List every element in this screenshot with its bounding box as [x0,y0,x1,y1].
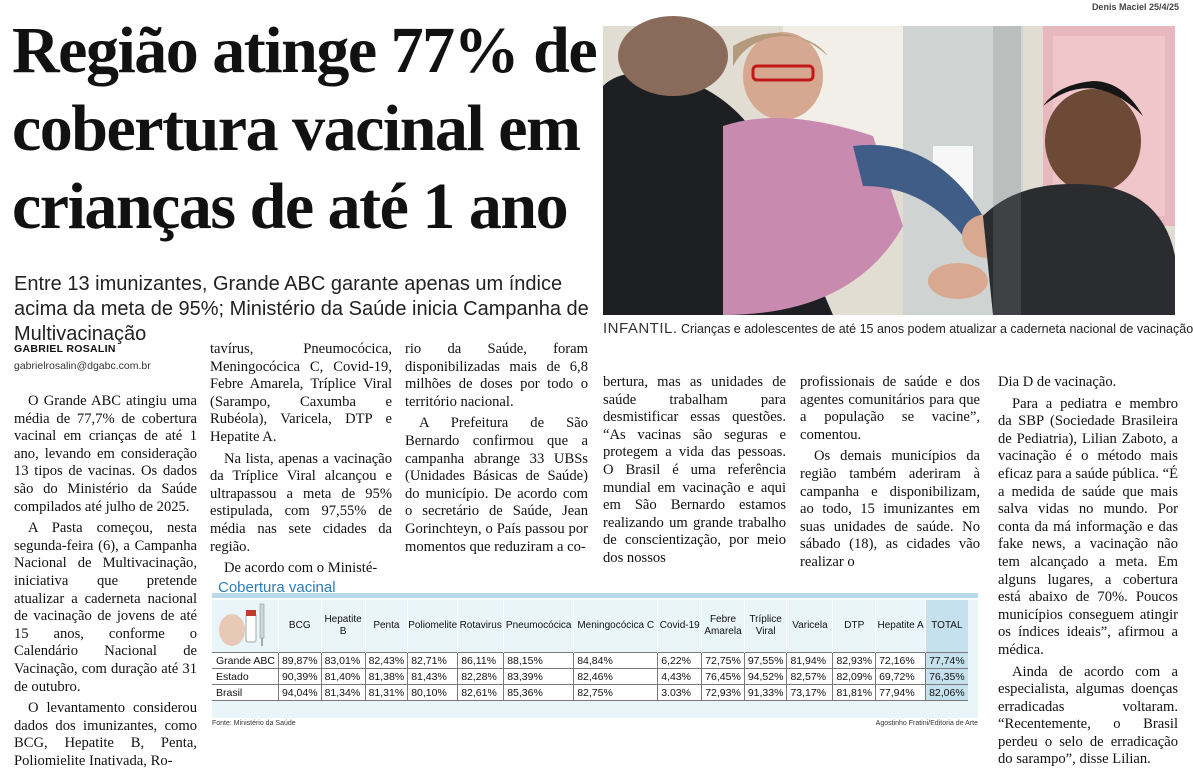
caption-text: Crianças e adolescentes de até 15 anos podem atualizar a caderneta nacional de vacinação [681,322,1193,336]
table-column-header: Febre Amarela [702,600,745,653]
body-column-5 [800,374,980,576]
table-wrap [212,600,978,718]
table-column-header: Hepatite A [876,600,926,653]
table-cell: 90,39% [278,669,321,685]
table-cell: 72,75% [702,653,745,669]
table-cell: 76,45% [702,669,745,685]
caption-tag: INFANTIL. [603,320,678,337]
news-photo [603,26,1175,315]
table-cell: 82,57% [787,669,833,685]
byline: GABRIEL ROSALIN [14,343,116,355]
table-cell: 82,09% [833,669,876,685]
table-cell: 82,43% [365,653,408,669]
table-title: Cobertura vacinal [212,578,978,598]
table-column-header: Meningocócica C [574,600,658,653]
coverage-table [212,600,968,701]
photo-caption [603,320,1193,337]
table-cell: 88,15% [504,653,574,669]
table-cell: 69,72% [876,669,926,685]
body-column-3 [405,341,588,560]
paragraph: Ainda de acordo com a especialista, algumas doenças erradicadas voltaram. “Recentemente, o Brasil perdeu o selo de erradicação do sarampo”, disse Lilian. [998,663,1178,768]
table-cell: 81,43% [408,669,458,685]
table-cell: 82,61% [458,685,504,701]
paragraph: Na lista, apenas a vacinação da Tríplice Viral alcançou e ultrapassou a meta de 95% estipulada, com 97,55% de média nas sete cidades da região. [210,450,392,555]
paragraph: De acordo com o Ministé- [224,560,378,577]
headline: Região atinge 77% de cobertura vacinal em crianças de até 1 ano [12,14,597,243]
table-cell: 73,17% [787,685,833,701]
table-cell: 3.03% [658,685,702,701]
paragraph: A Prefeitura de São Bernardo confirmou que a campanha abrange 33 UBSs (Unidades Básicas de Saúde) do município. De acordo com o secretário de Saúde, Jean Gorinchteyn, o País passou por momentos que reduziram a co- [405,415,588,555]
table-cell: 83,01% [321,653,365,669]
paragraph: Os demais municípios da região também aderiram à campanha e disponibilizam, ao todo, 15 imunizantes em suas unidades de saúde. No sábado (18), as cidades vão realizar o [800,448,980,570]
table-cell: 82,93% [833,653,876,669]
paragraph: A Pasta começou, nesta segunda-feira (6), a Campanha Nacional de Multivacinação, iniciativa que pretende atualizar a caderneta nacional de vacinação de jovens de até 15 anos, conforme o Calendário Nacional de Vacinação, com duração até 31 de outubro. [14,520,197,695]
table-cell: 72,16% [876,653,926,669]
table-cell: 6,22% [658,653,702,669]
body-column-4 [603,374,786,572]
table-cell: 94,52% [744,669,787,685]
table-cell: 81,94% [787,653,833,669]
table-row-label: Grande ABC [212,653,278,669]
table-cell: 80,10% [408,685,458,701]
table-row [212,685,968,701]
art-credit: Agostinho Fratini/Editoria de Arte [875,720,978,727]
table-row-label: Estado [212,669,278,685]
table-cell: 97,55% [744,653,787,669]
table-cell: 81,81% [833,685,876,701]
table-row-label: Brasil [212,685,278,701]
table-cell: 72,93% [702,685,745,701]
table-row [212,653,968,669]
body-column-2 [210,341,392,582]
table-cell: 86,11% [458,653,504,669]
table-source: Fonte: Ministério da Saúde [212,720,296,727]
table-cell: 94,04% [278,685,321,701]
body-column-1 [14,393,197,774]
table-column-header: Poliomelite [408,600,458,653]
table-cell: 81,38% [365,669,408,685]
table-cell: 84,84% [574,653,658,669]
paragraph: Dia D de vacinação. [998,374,1117,390]
table-column-header: DTP [833,600,876,653]
table-cell: 81,34% [321,685,365,701]
table-column-header: BCG [278,600,321,653]
table-cell: 77,74% [926,653,968,669]
syringe-vial-icon [216,600,274,648]
table-column-header: Hepatite B [321,600,365,653]
table-row [212,669,968,685]
table-cell: 82,75% [574,685,658,701]
paragraph: Para a pediatra e membro da SBP (Sociedade Brasileira de Pediatria), Lilian Zaboto, a vacinação é o método mais eficaz para a saúde pública. “É a medida de saúde que mais salva vidas no mundo. Por conta da má informação e das fake news, a vacinação não tem alcançado a meta. Em alguns lugares, a cobertura está abaixo de 70%. Poucos municípios conseguem atingir os índices ideais”, afirmou a médica. [998,395,1178,658]
paragraph: O levantamento considerou dados dos imunizantes, como BCG, Hepatite B, Penta, Poliomielite Inativada, Ro- [14,700,197,769]
table-column-header: Rotavirus [458,600,504,653]
table-cell: 82,71% [408,653,458,669]
table-cell: 81,40% [321,669,365,685]
table-cell: 89,87% [278,653,321,669]
table-cell: 81,31% [365,685,408,701]
table-cell: 4,43% [658,669,702,685]
table-cell: 77,94% [876,685,926,701]
paragraph: profissionais de saúde e dos agentes comunitários para que a população se vacine”, comentou. [800,374,980,443]
table-cell: 91,33% [744,685,787,701]
photo-credit: Denis Maciel 25/4/25 [1091,2,1179,12]
table-cell: 82,46% [574,669,658,685]
table-column-header: Pneumocócica [504,600,574,653]
table-header-row [212,600,968,653]
paragraph: rio da Saúde, foram disponibilizadas mais de 6,8 milhões de doses por todo o território nacional. [405,341,588,410]
table-cell: 85,36% [504,685,574,701]
table-cell: 83,39% [504,669,574,685]
table-cell: 82,28% [458,669,504,685]
table-cell: 76,35% [926,669,968,685]
table-column-header: Penta [365,600,408,653]
table-column-header: TOTAL [926,600,968,653]
table-cell: 82,06% [926,685,968,701]
body-column-6 [998,374,1178,773]
author-email[interactable]: gabrielrosalin@dgabc.com.br [14,360,151,372]
table-column-header: Tríplice Viral [744,600,787,653]
subheadline: Entre 13 imunizantes, Grande ABC garante apenas um índice acima da meta de 95%; Ministério da Saúde inicia Campanha de Multivacinação [14,273,589,345]
table-column-header: Varicela [787,600,833,653]
table-column-header: Covid-19 [658,600,702,653]
table-corner [212,600,278,653]
vaccination-table-box [212,578,978,730]
paragraph: bertura, mas as unidades de saúde trabalham para desmistificar essas questões. “As vacinas são seguras e protegem a vida das pessoas. O Brasil é uma referência mundial em vacinação e aqui em São Bernardo estamos realizando um grande trabalho de conscientização, por meio dos nossos [603,374,786,566]
paragraph: tavírus, Pneumocócica, Meningocócica C, Covid-19, Febre Amarela, Tríplice Viral (Sarampo, Caxumba e Rubéola), Varicela, DTP e Hepatite A. [210,341,392,445]
paragraph: O Grande ABC atingiu uma média de 77,7% de cobertura vacinal em crianças de até 1 ano, levando em consideração 13 tipos de vacinas. Os dados são do Ministério da Saúde compilados até julho de 2025. [14,393,197,515]
